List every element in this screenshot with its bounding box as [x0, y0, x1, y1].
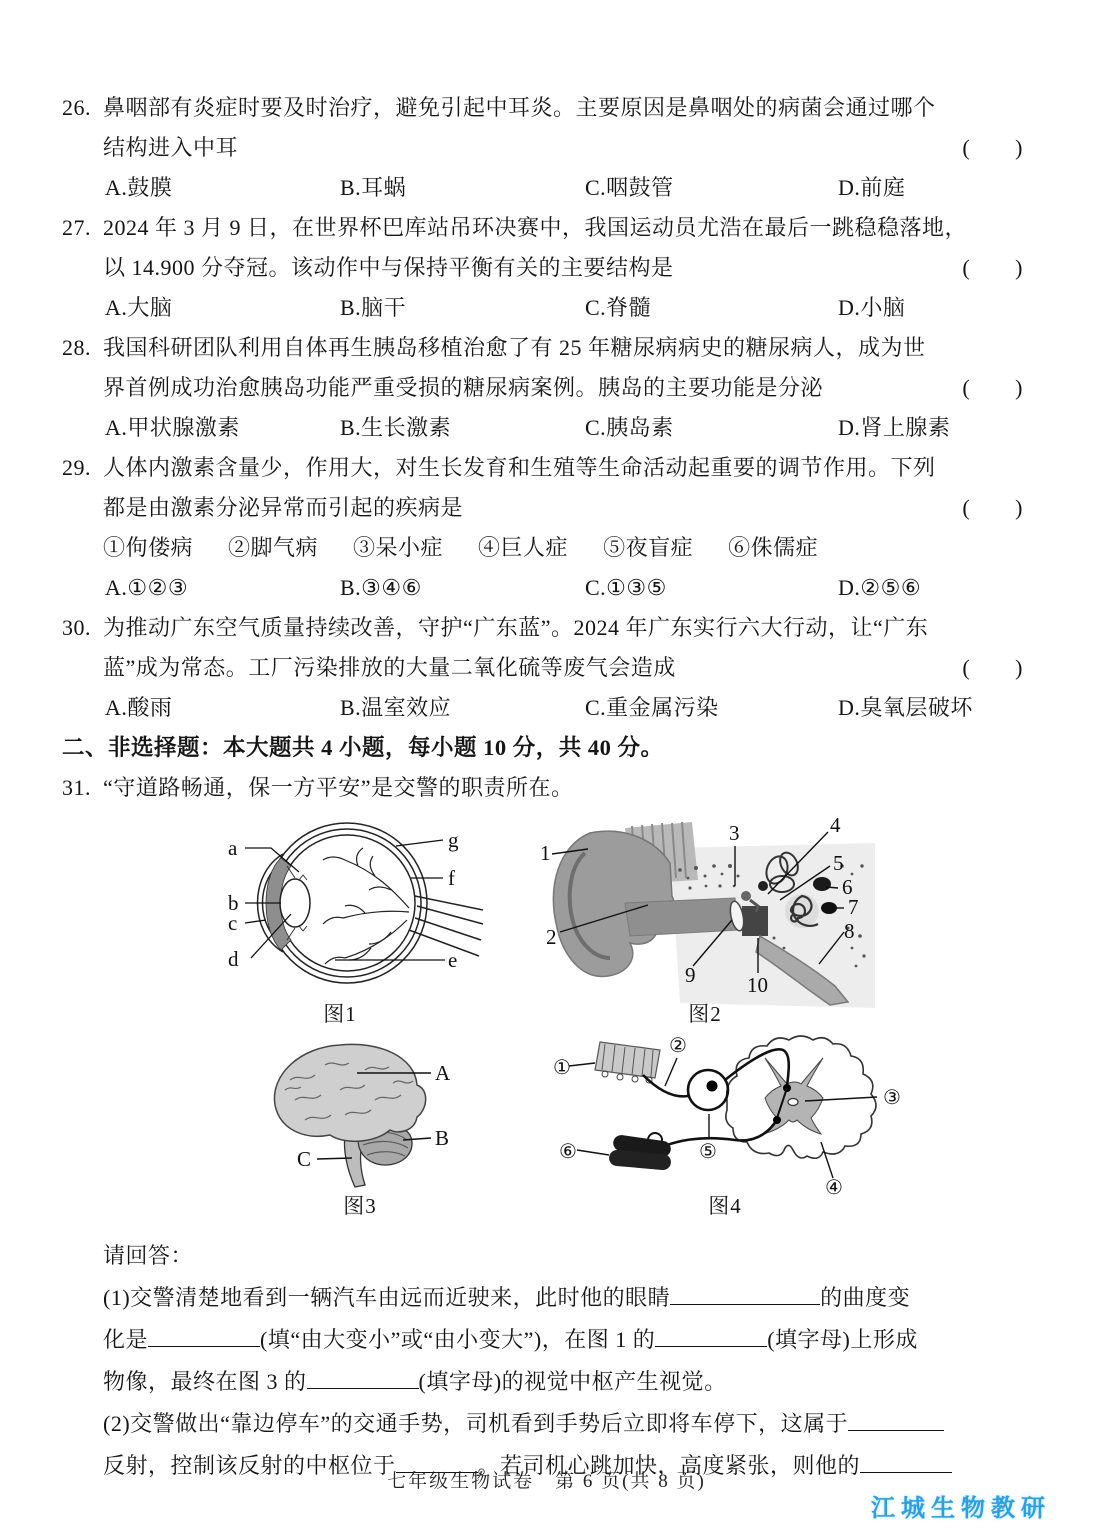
- fig2-label-1: 1: [540, 841, 551, 865]
- fig1-label-g: g: [448, 828, 459, 852]
- fig1-label-a: a: [228, 836, 238, 860]
- option-d: D.②⑤⑥: [838, 575, 922, 600]
- option-a: A.甲状腺激素: [105, 415, 240, 440]
- ganglion-loop: [688, 1070, 728, 1110]
- sub-question-1-text-a: (1)交警清楚地看到一辆汽车由远而近驶来，此时他的眼睛: [103, 1285, 671, 1310]
- option-a: A.鼓膜: [105, 175, 173, 200]
- sub-question-1-line2: [103, 1319, 1033, 1361]
- fig2-label-4: 4: [830, 813, 841, 837]
- answer-bracket: ( ): [962, 655, 1023, 680]
- question-29-items: [103, 528, 1033, 568]
- item-4: ④巨人症: [478, 535, 569, 560]
- item-2: ②脚气病: [228, 535, 319, 560]
- question-26: [62, 88, 1033, 208]
- sub-question-2-line1: [103, 1403, 1033, 1445]
- effector-muscle: [608, 1133, 671, 1171]
- sub-question-2-text-c: 。若司机心跳加快，高度紧张，则他的: [477, 1453, 861, 1478]
- sub-question-1-line1: [103, 1277, 1033, 1319]
- question-31-number: 31.: [62, 775, 91, 800]
- fig4-label-5: ⑤: [699, 1141, 717, 1163]
- fig2-label-7: 7: [848, 895, 859, 919]
- receptor-skin: [595, 1042, 660, 1083]
- fill-blank: [655, 1323, 767, 1347]
- question-26-number: 26.: [62, 95, 91, 120]
- fill-blank: [670, 1281, 820, 1305]
- question-28-line1: 我国科研团队利用自体再生胰岛移植治愈了有 25 年糖尿病病史的糖尿病人，成为世: [103, 335, 926, 360]
- fig2-label-9: 9: [685, 963, 696, 987]
- optic-nerve: [409, 896, 483, 956]
- fig2-label-2: 2: [546, 925, 557, 949]
- question-27: [62, 208, 1033, 328]
- option-d: D.小脑: [838, 295, 906, 320]
- question-28-options: [103, 408, 1033, 448]
- fig4-caption: 图4: [708, 1194, 742, 1218]
- watermark: 江城生物教研: [871, 1495, 1051, 1522]
- item-5: ⑤夜盲症: [603, 535, 694, 560]
- option-a: A.大脑: [105, 295, 173, 320]
- question-31-answers: [62, 1235, 1033, 1487]
- question-31-intro: “守道路畅通，保一方平安”是交警的职责所在。: [103, 775, 574, 800]
- fig2-label-10: 10: [747, 973, 768, 997]
- question-26-line1: 鼻咽部有炎症时要及时治疗，避免引起中耳炎。主要原因是鼻咽处的病菌会通过哪个: [103, 95, 936, 120]
- answer-bracket: ( ): [962, 135, 1023, 160]
- fig3-label-C: C: [297, 1147, 312, 1171]
- option-c: C.脊髓: [585, 295, 652, 320]
- question-26-options: [103, 168, 1033, 208]
- question-26-line2: [103, 128, 1033, 168]
- fig1-label-e: e: [448, 948, 458, 972]
- question-30-options: [103, 688, 1033, 728]
- figures-area: [62, 808, 1033, 1235]
- answer-bracket: ( ): [962, 495, 1023, 520]
- option-b: B.脑干: [340, 295, 407, 320]
- fig4-label-1: ①: [553, 1057, 571, 1079]
- question-28-line2-text: 界首例成功治愈胰岛功能严重受损的糖尿病案例。胰岛的主要功能是分泌: [103, 375, 824, 400]
- fig1-caption: 图1: [323, 1002, 357, 1026]
- fig3-label-A: A: [435, 1061, 451, 1085]
- question-30-line2: [103, 648, 1033, 688]
- question-29-line2-text: 都是由激素分泌异常而引起的疾病是: [103, 495, 464, 520]
- question-29-line2: [103, 488, 1033, 528]
- option-d: D.前庭: [838, 175, 906, 200]
- fig2-label-3: 3: [729, 821, 740, 845]
- question-27-options: [103, 288, 1033, 328]
- fig2-label-8: 8: [844, 919, 855, 943]
- ear-canal: [625, 898, 738, 936]
- question-29-number: 29.: [62, 455, 91, 480]
- fig1-label-f: f: [448, 866, 455, 890]
- brain-diagram: [245, 1035, 475, 1195]
- central-canal: [788, 1099, 798, 1106]
- question-31: [62, 768, 1033, 808]
- question-27-number: 27.: [62, 215, 91, 240]
- option-d: D.肾上腺素: [838, 415, 951, 440]
- fig4-label-4: ④: [825, 1177, 843, 1195]
- fig1-label-c: c: [228, 911, 238, 935]
- fill-blank: [148, 1323, 260, 1347]
- sub-question-1-text-b: 的曲度变: [820, 1285, 911, 1310]
- option-c: C.咽鼓管: [585, 175, 674, 200]
- option-d: D.臭氧层破坏: [838, 695, 973, 720]
- option-c: C.胰岛素: [585, 415, 674, 440]
- answer-prompt: 请回答：: [103, 1243, 194, 1268]
- question-30-line1: 为推动广东空气质量持续改善，守护“广东蓝”。2024 年广东实行六大行动，让“广东: [103, 615, 929, 640]
- fill-blank: [307, 1365, 419, 1389]
- fig1-label-d: d: [228, 947, 239, 971]
- question-29-options: [103, 568, 1033, 608]
- answer-bracket: ( ): [962, 255, 1023, 280]
- sub-question-1-line3: [103, 1361, 1033, 1403]
- option-b: B.耳蜗: [340, 175, 407, 200]
- question-30-line2-text: 蓝”成为常态。工厂污染排放的大量二氧化硫等废气会造成: [103, 655, 676, 680]
- ear-diagram: [530, 808, 880, 1013]
- sub-question-1-text-c: 化是: [103, 1327, 149, 1352]
- question-27-line2-text: 以 14.900 分夺冠。该动作中与保持平衡有关的主要结构是: [103, 255, 674, 280]
- option-b: B.生长激素: [340, 415, 452, 440]
- sub-question-1-text-f: 物像，最终在图 3 的: [103, 1369, 307, 1394]
- option-c: C.重金属污染: [585, 695, 719, 720]
- fig4-label-3: ③: [883, 1087, 901, 1109]
- fig2-caption: 图2: [688, 1002, 722, 1026]
- item-6: ⑥侏儒症: [728, 535, 819, 560]
- question-30: [62, 608, 1033, 728]
- fig3-label-B: B: [435, 1126, 450, 1150]
- retina-vessels: [323, 848, 409, 964]
- question-26-line2-text: 结构进入中耳: [103, 135, 239, 160]
- fig1-label-b: b: [228, 891, 239, 915]
- item-3: ③呆小症: [353, 535, 444, 560]
- fig2-label-6: 6: [842, 875, 853, 899]
- option-a: A.酸雨: [105, 695, 173, 720]
- question-28-number: 28.: [62, 335, 91, 360]
- lens-shape: [280, 879, 310, 927]
- question-29-line1: 人体内激素含量少，作用大，对生长发育和生殖等生命活动起重要的调节作用。下列: [103, 455, 936, 480]
- question-29: [62, 448, 1033, 608]
- item-1: ①佝偻病: [103, 535, 194, 560]
- question-30-number: 30.: [62, 615, 91, 640]
- option-a: A.①②③: [105, 575, 189, 600]
- question-27-line1: 2024 年 3 月 9 日，在世界杯巴库站吊环决赛中，我国运动员尤浩在最后一跳稳稳落地，: [103, 215, 968, 240]
- question-28-line2: [103, 368, 1033, 408]
- cerebrum-shape: [274, 1044, 425, 1141]
- answer-bracket: ( ): [962, 375, 1023, 400]
- fig4-label-6: ⑥: [559, 1141, 577, 1163]
- reflex-arc-diagram: [525, 1030, 925, 1195]
- sub-question-1-text-g: (填字母)的视觉中枢产生视觉。: [418, 1369, 727, 1394]
- option-b: B.③④⑥: [340, 575, 422, 600]
- fig3-caption: 图3: [343, 1194, 377, 1218]
- fig4-label-2: ②: [669, 1035, 687, 1057]
- fig2-label-5: 5: [833, 851, 844, 875]
- option-b: B.温室效应: [340, 695, 452, 720]
- question-28: [62, 328, 1033, 448]
- option-c: C.①③⑤: [585, 575, 667, 600]
- page-footer: 七年级生物试卷 第 6 页(共 8 页): [387, 1471, 706, 1492]
- sub-question-1-text-e: (填字母)上形成: [767, 1327, 918, 1352]
- section-2-header: 二、非选择题：本大题共 4 小题，每小题 10 分，共 40 分。: [62, 735, 664, 760]
- question-27-line2: [103, 248, 1033, 288]
- sub-question-2-text-a: (2)交警做出“靠边停车”的交通手势，司机看到手势后立即将车停下，这属于: [103, 1411, 849, 1436]
- fill-blank: [848, 1407, 944, 1431]
- eye-diagram: [195, 808, 485, 1008]
- sub-question-1-text-d: (填“由大变小”或“由小变大”)，在图 1 的: [260, 1327, 656, 1352]
- sub-question-2-text-b: 反射，控制该反射的中枢位于: [103, 1453, 396, 1478]
